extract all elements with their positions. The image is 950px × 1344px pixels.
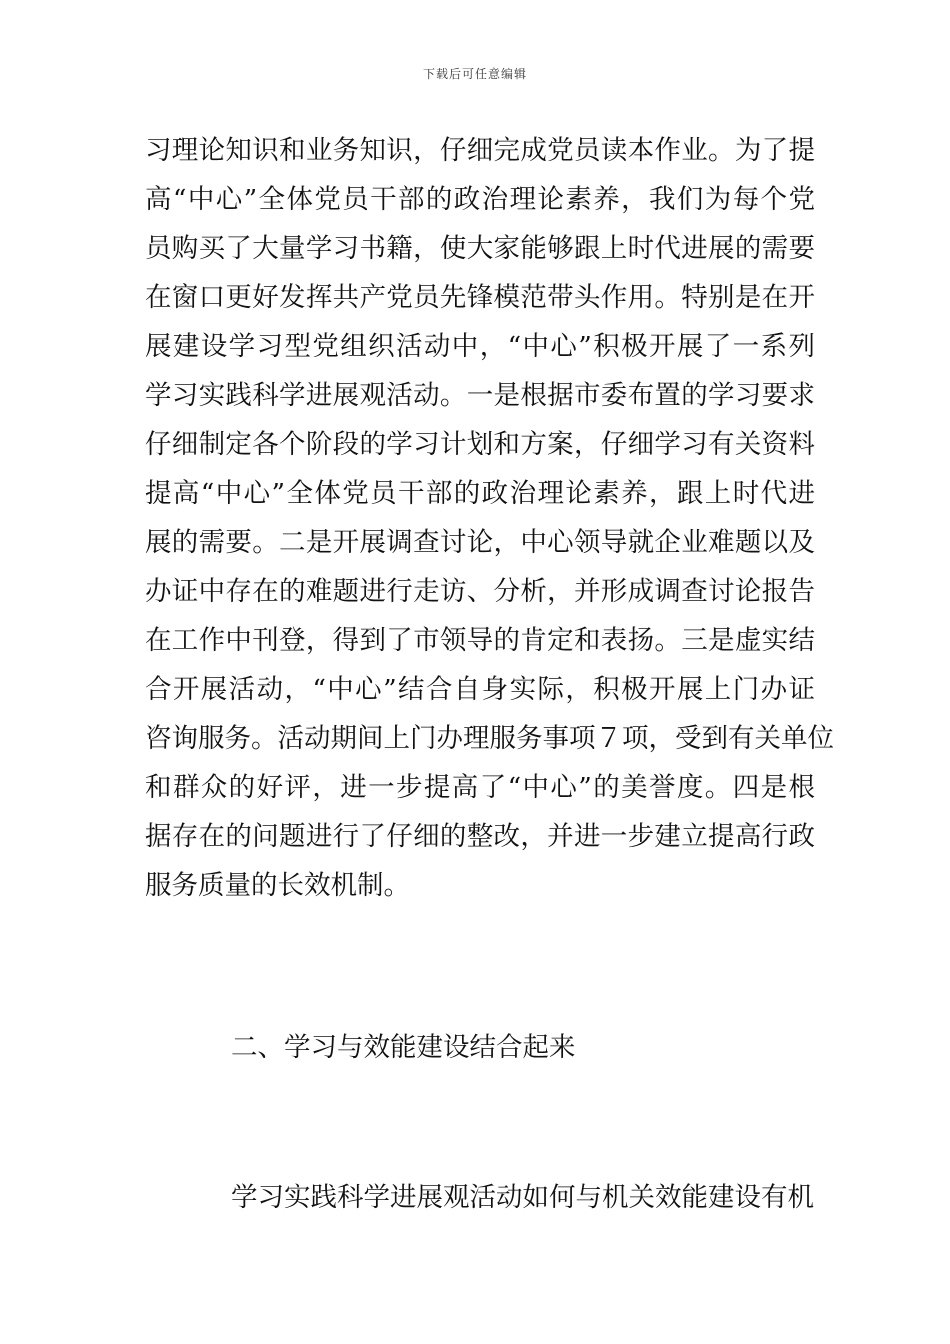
body-paragraph bbox=[145, 126, 834, 910]
body-line: 员购买了大量学习书籍，使大家能够跟上时代进展的需要 bbox=[145, 233, 815, 264]
body-line: 和群众的好评，进一步提高了“中心”的美誉度。四是根 bbox=[145, 772, 815, 803]
section-paragraph-start: 学习实践科学进展观活动如何与机关效能建设有机 bbox=[231, 1182, 814, 1213]
body-line: 咨询服务。活动期间上门办理服务事项７项，受到有关单位 bbox=[145, 723, 834, 754]
body-line: 习理论知识和业务知识，仔细完成党员读本作业。为了提 bbox=[145, 135, 815, 166]
page-header: 下载后可任意编辑 bbox=[422, 67, 527, 81]
body-line: 在工作中刊登，得到了市领导的肯定和表扬。三是虚实结 bbox=[145, 625, 815, 656]
body-line: 展建设学习型党组织活动中，“中心”积极开展了一系列 bbox=[145, 331, 815, 362]
body-line: 提高“中心”全体党员干部的政治理论素养，跟上时代进 bbox=[145, 478, 815, 509]
body-line: 展的需要。二是开展调查讨论，中心领导就企业难题以及 bbox=[145, 527, 815, 558]
body-line: 高“中心”全体党员干部的政治理论素养，我们为每个党 bbox=[145, 184, 815, 215]
body-line: 仔细制定各个阶段的学习计划和方案，仔细学习有关资料 bbox=[145, 429, 815, 460]
body-line: 合开展活动，“中心”结合自身实际，积极开展上门办证 bbox=[145, 674, 815, 705]
body-line: 在窗口更好发挥共产党员先锋模范带头作用。特别是在开 bbox=[145, 282, 815, 313]
section-heading: 二、学习与效能建设结合起来 bbox=[231, 1032, 576, 1063]
body-line: 学习实践科学进展观活动。一是根据市委布置的学习要求 bbox=[145, 380, 815, 411]
body-line-last: 服务质量的长效机制。 bbox=[145, 870, 410, 901]
body-line: 办证中存在的难题进行走访、分析，并形成调查讨论报告 bbox=[145, 576, 815, 607]
body-line: 据存在的问题进行了仔细的整改，并进一步建立提高行政 bbox=[145, 821, 815, 852]
